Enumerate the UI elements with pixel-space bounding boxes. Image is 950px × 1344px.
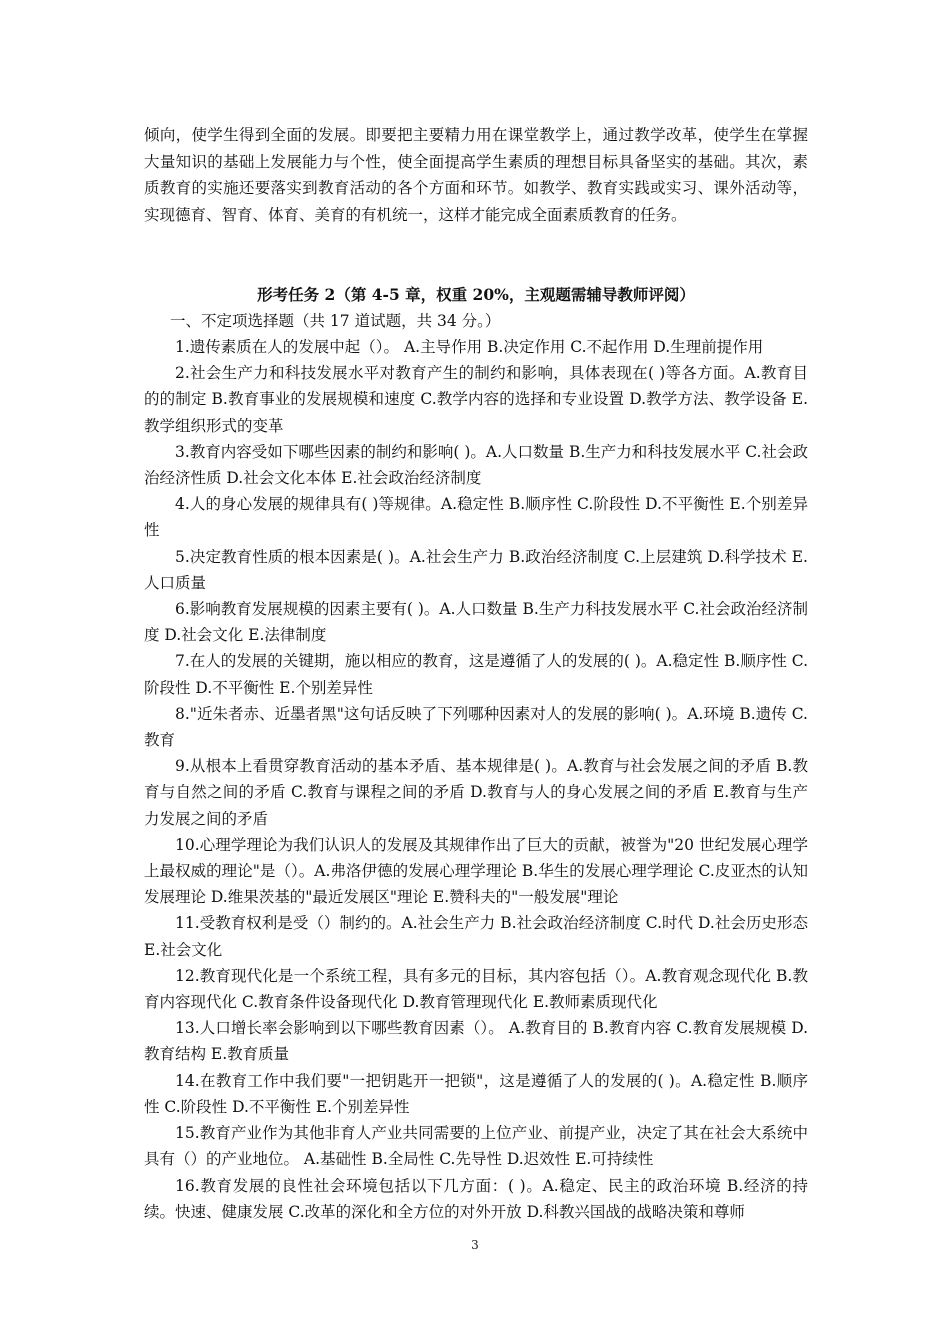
task-title: 形考任务 2（第 4-5 章，权重 20%，主观题需辅导教师评阅） [257, 285, 695, 304]
page-content [144, 122, 808, 1225]
question-item: 12.教育现代化是一个系统工程，具有多元的目标，其内容包括（）。A.教育观念现代化 B.教育内容现代化 C.教育条件设备现代化 D.教育管理现代化 E.教师素质现代化 [144, 966, 808, 1012]
question-item: 4.人的身心发展的规律具有( )等规律。A.稳定性 B.顺序性 C.阶段性 D.不平衡性 E.个别差异性 [144, 495, 808, 540]
question-item: 10.心理学理论为我们认识人的发展及其规律作出了巨大的贡献，被誉为"20 世纪发展心理学上最权威的理论"是（）。A.弗洛伊德的发展心理学理论 B.华生的发展心理学理论 C.皮亚杰的认知发展理论 D.维果茨基的"最近发展区"理论 E.赞科夫的"一般发展"理论 [144, 835, 808, 907]
question-item: 2.社会生产力和科技发展水平对教育产生的制约和影响，具体表现在( )等各方面。A.教育目的的制定 B.教育事业的发展规模和速度 C.教学内容的选择和专业设置 D.教学方法、教学设备 E.教学组织形式的变革 [144, 364, 808, 435]
question-item: 11.受教育权利是受（）制约的。A.社会生产力 B.社会政治经济制度 C.时代 D.社会历史形态 E.社会文化 [144, 914, 808, 959]
question-item: 16.教育发展的良性社会环境包括以下几方面：( )。A.稳定、民主的政治环境 B.经济的持续。快速、健康发展 C.改革的深化和全方位的对外开放 D.科教兴国战的战略决策和尊师 [144, 1176, 808, 1221]
question-item: 5.决定教育性质的根本因素是( )。A.社会生产力 B.政治经济制度 C.上层建筑 D.科学技术 E.人口质量 [144, 547, 808, 592]
question-list [144, 334, 808, 1225]
question-item: 8."近朱者赤、近墨者黑"这句话反映了下列哪种因素对人的发展的影响( )。A.环境 B.遗传 C.教育 [144, 704, 808, 750]
question-item: 6.影响教育发展规模的因素主要有( )。A.人口数量 B.生产力科技发展水平 C.社会政治经济制度 D.社会文化 E.法律制度 [144, 600, 808, 645]
intro-paragraph: 倾向，使学生得到全面的发展。即要把主要精力用在课堂教学上，通过教学改革，使学生在掌握大量知识的基础上发展能力与个性，使全面提高学生素质的理想目标具备坚实的基础。其次，素质教育的实施还要落实到教育活动的各个方面和环节。如教学、教育实践或实习、课外活动等，实现德育、智育、体育、美育的有机统一，这样才能完成全面素质教育的任务。 [144, 126, 808, 224]
section-heading: 一、不定项选择题（共 17 道试题，共 34 分。） [170, 312, 501, 330]
question-item: 1.遗传素质在人的发展中起（）。 A.主导作用 B.决定作用 C.不起作用 D.生理前提作用 [175, 338, 764, 356]
question-item: 7.在人的发展的关键期，施以相应的教育，这是遵循了人的发展的( )。A.稳定性 B.顺序性 C.阶段性 D.不平衡性 E.个别差异性 [144, 652, 808, 697]
question-item: 9.从根本上看贯穿教育活动的基本矛盾、基本规律是( )。A.教育与社会发展之间的矛盾 B.教育与自然之间的矛盾 C.教育与课程之间的矛盾 D.教育与人的身心发展之间的矛盾 E.教育与生产力发展之间的矛盾 [144, 757, 808, 828]
question-item: 3.教育内容受如下哪些因素的制约和影响( )。A.人口数量 B.生产力和科技发展水平 C.社会政治经济性质 D.社会文化本体 E.社会政治经济制度 [144, 442, 808, 488]
question-item: 13.人口增长率会影响到以下哪些教育因素（）。 A.教育目的 B.教育内容 C.教育发展规模 D.教育结构 E.教育质量 [144, 1019, 808, 1064]
question-item: 15.教育产业作为其他非育人产业共同需要的上位产业、前提产业，决定了其在社会大系统中具有（）的产业地位。 A.基础性 B.全局性 C.先导性 D.迟效性 E.可持续性 [144, 1124, 808, 1169]
question-item: 14.在教育工作中我们要"一把钥匙开一把锁"，这是遵循了人的发展的( )。A.稳定性 B.顺序性 C.阶段性 D.不平衡性 E.个别差异性 [144, 1071, 808, 1116]
page-number: 3 [471, 1238, 479, 1252]
